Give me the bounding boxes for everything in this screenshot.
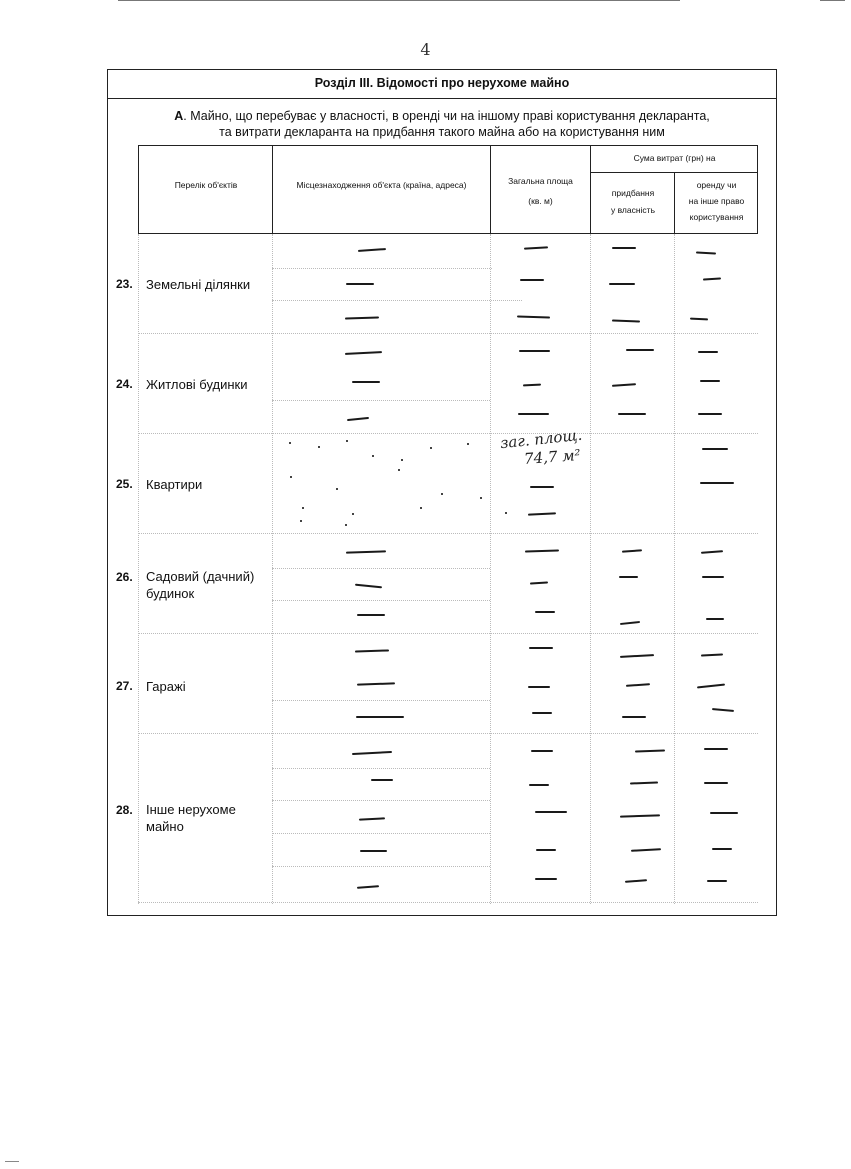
header-rent xyxy=(676,178,757,224)
row-label-garages: Гаражі xyxy=(146,679,186,694)
row-number: 23. xyxy=(116,277,133,291)
header-purchase xyxy=(592,186,674,217)
sub-row-line xyxy=(272,300,522,301)
row-divider xyxy=(138,433,758,434)
subsection-line2: та витрати декларанта на придбання такого майна або на користування ним xyxy=(219,125,665,139)
scan-edge-mark xyxy=(5,1161,19,1162)
header-area-line1: Загальна площа xyxy=(508,176,573,186)
sub-row-line xyxy=(272,833,490,834)
sub-row-line xyxy=(272,866,490,867)
sub-row-line xyxy=(272,768,490,769)
row-label-houses: Житлові будинки xyxy=(146,377,248,392)
row-label-country-house xyxy=(146,568,254,602)
row-divider xyxy=(138,902,758,903)
scan-edge-line xyxy=(820,0,845,1)
sub-row-line xyxy=(272,800,490,801)
sub-row-line xyxy=(272,400,490,401)
title-divider xyxy=(107,98,777,99)
grid-line xyxy=(138,234,139,904)
subsection-line1: . Майно, що перебуває у власності, в оренді чи на іншому праві користування декларанта, xyxy=(183,109,710,123)
row-label-other xyxy=(146,801,236,835)
header-col-line xyxy=(674,172,675,234)
row-number: 28. xyxy=(116,803,133,817)
header-purchase-line2: у власність xyxy=(610,205,656,215)
page-number: 4 xyxy=(420,40,431,59)
sub-row-line xyxy=(272,700,490,701)
row-divider xyxy=(138,633,758,634)
header-bottom-line xyxy=(138,233,758,234)
grid-line xyxy=(272,234,273,904)
row-label-line: Інше нерухоме xyxy=(146,802,236,817)
header-objects: Перелік об'єктів xyxy=(174,180,238,190)
handwritten-note-line2: 74,7 м² xyxy=(523,446,582,468)
sub-row-line xyxy=(272,568,490,569)
row-number: 27. xyxy=(116,679,133,693)
row-divider xyxy=(138,333,758,334)
header-rent-line3: користування xyxy=(689,212,744,222)
header-area xyxy=(492,174,589,208)
row-label-apartments: Квартири xyxy=(146,477,203,492)
row-number: 26. xyxy=(116,570,133,584)
row-divider xyxy=(138,533,758,534)
grid-line xyxy=(674,234,675,904)
row-number: 25. xyxy=(116,477,133,491)
scan-edge-line xyxy=(118,0,680,1)
sub-row-line xyxy=(272,268,492,269)
header-col-line xyxy=(138,145,139,234)
section-title: Розділ ІІІ. Відомості про нерухоме майно xyxy=(314,76,570,90)
grid-line xyxy=(490,234,491,904)
header-col-line xyxy=(590,145,591,234)
header-location: Місцезнаходження об'єкта (країна, адреса) xyxy=(296,180,467,190)
row-number: 24. xyxy=(116,377,133,391)
header-col-line xyxy=(272,145,273,234)
row-label-line: майно xyxy=(146,819,184,834)
grid-line xyxy=(590,234,591,904)
header-top-line xyxy=(138,145,758,146)
subsection-heading xyxy=(107,108,777,140)
header-col-line xyxy=(757,145,758,234)
handwritten-note-line1: заг. площ. xyxy=(499,425,583,453)
row-divider xyxy=(138,733,758,734)
sub-row-line xyxy=(272,600,490,601)
header-area-line2: (кв. м) xyxy=(528,196,553,206)
header-purchase-line1: придбання xyxy=(611,188,655,198)
subsection-letter: А xyxy=(174,109,184,123)
header-rent-line1: оренду чи xyxy=(696,180,737,190)
row-label-line: будинок xyxy=(146,586,195,601)
header-rent-line2: на інше право xyxy=(688,196,745,206)
header-col-line xyxy=(490,145,491,234)
header-expenses: Сума витрат (грн) на xyxy=(633,153,716,163)
row-label-land: Земельні ділянки xyxy=(146,277,251,292)
row-label-line: Садовий (дачний) xyxy=(146,569,255,584)
